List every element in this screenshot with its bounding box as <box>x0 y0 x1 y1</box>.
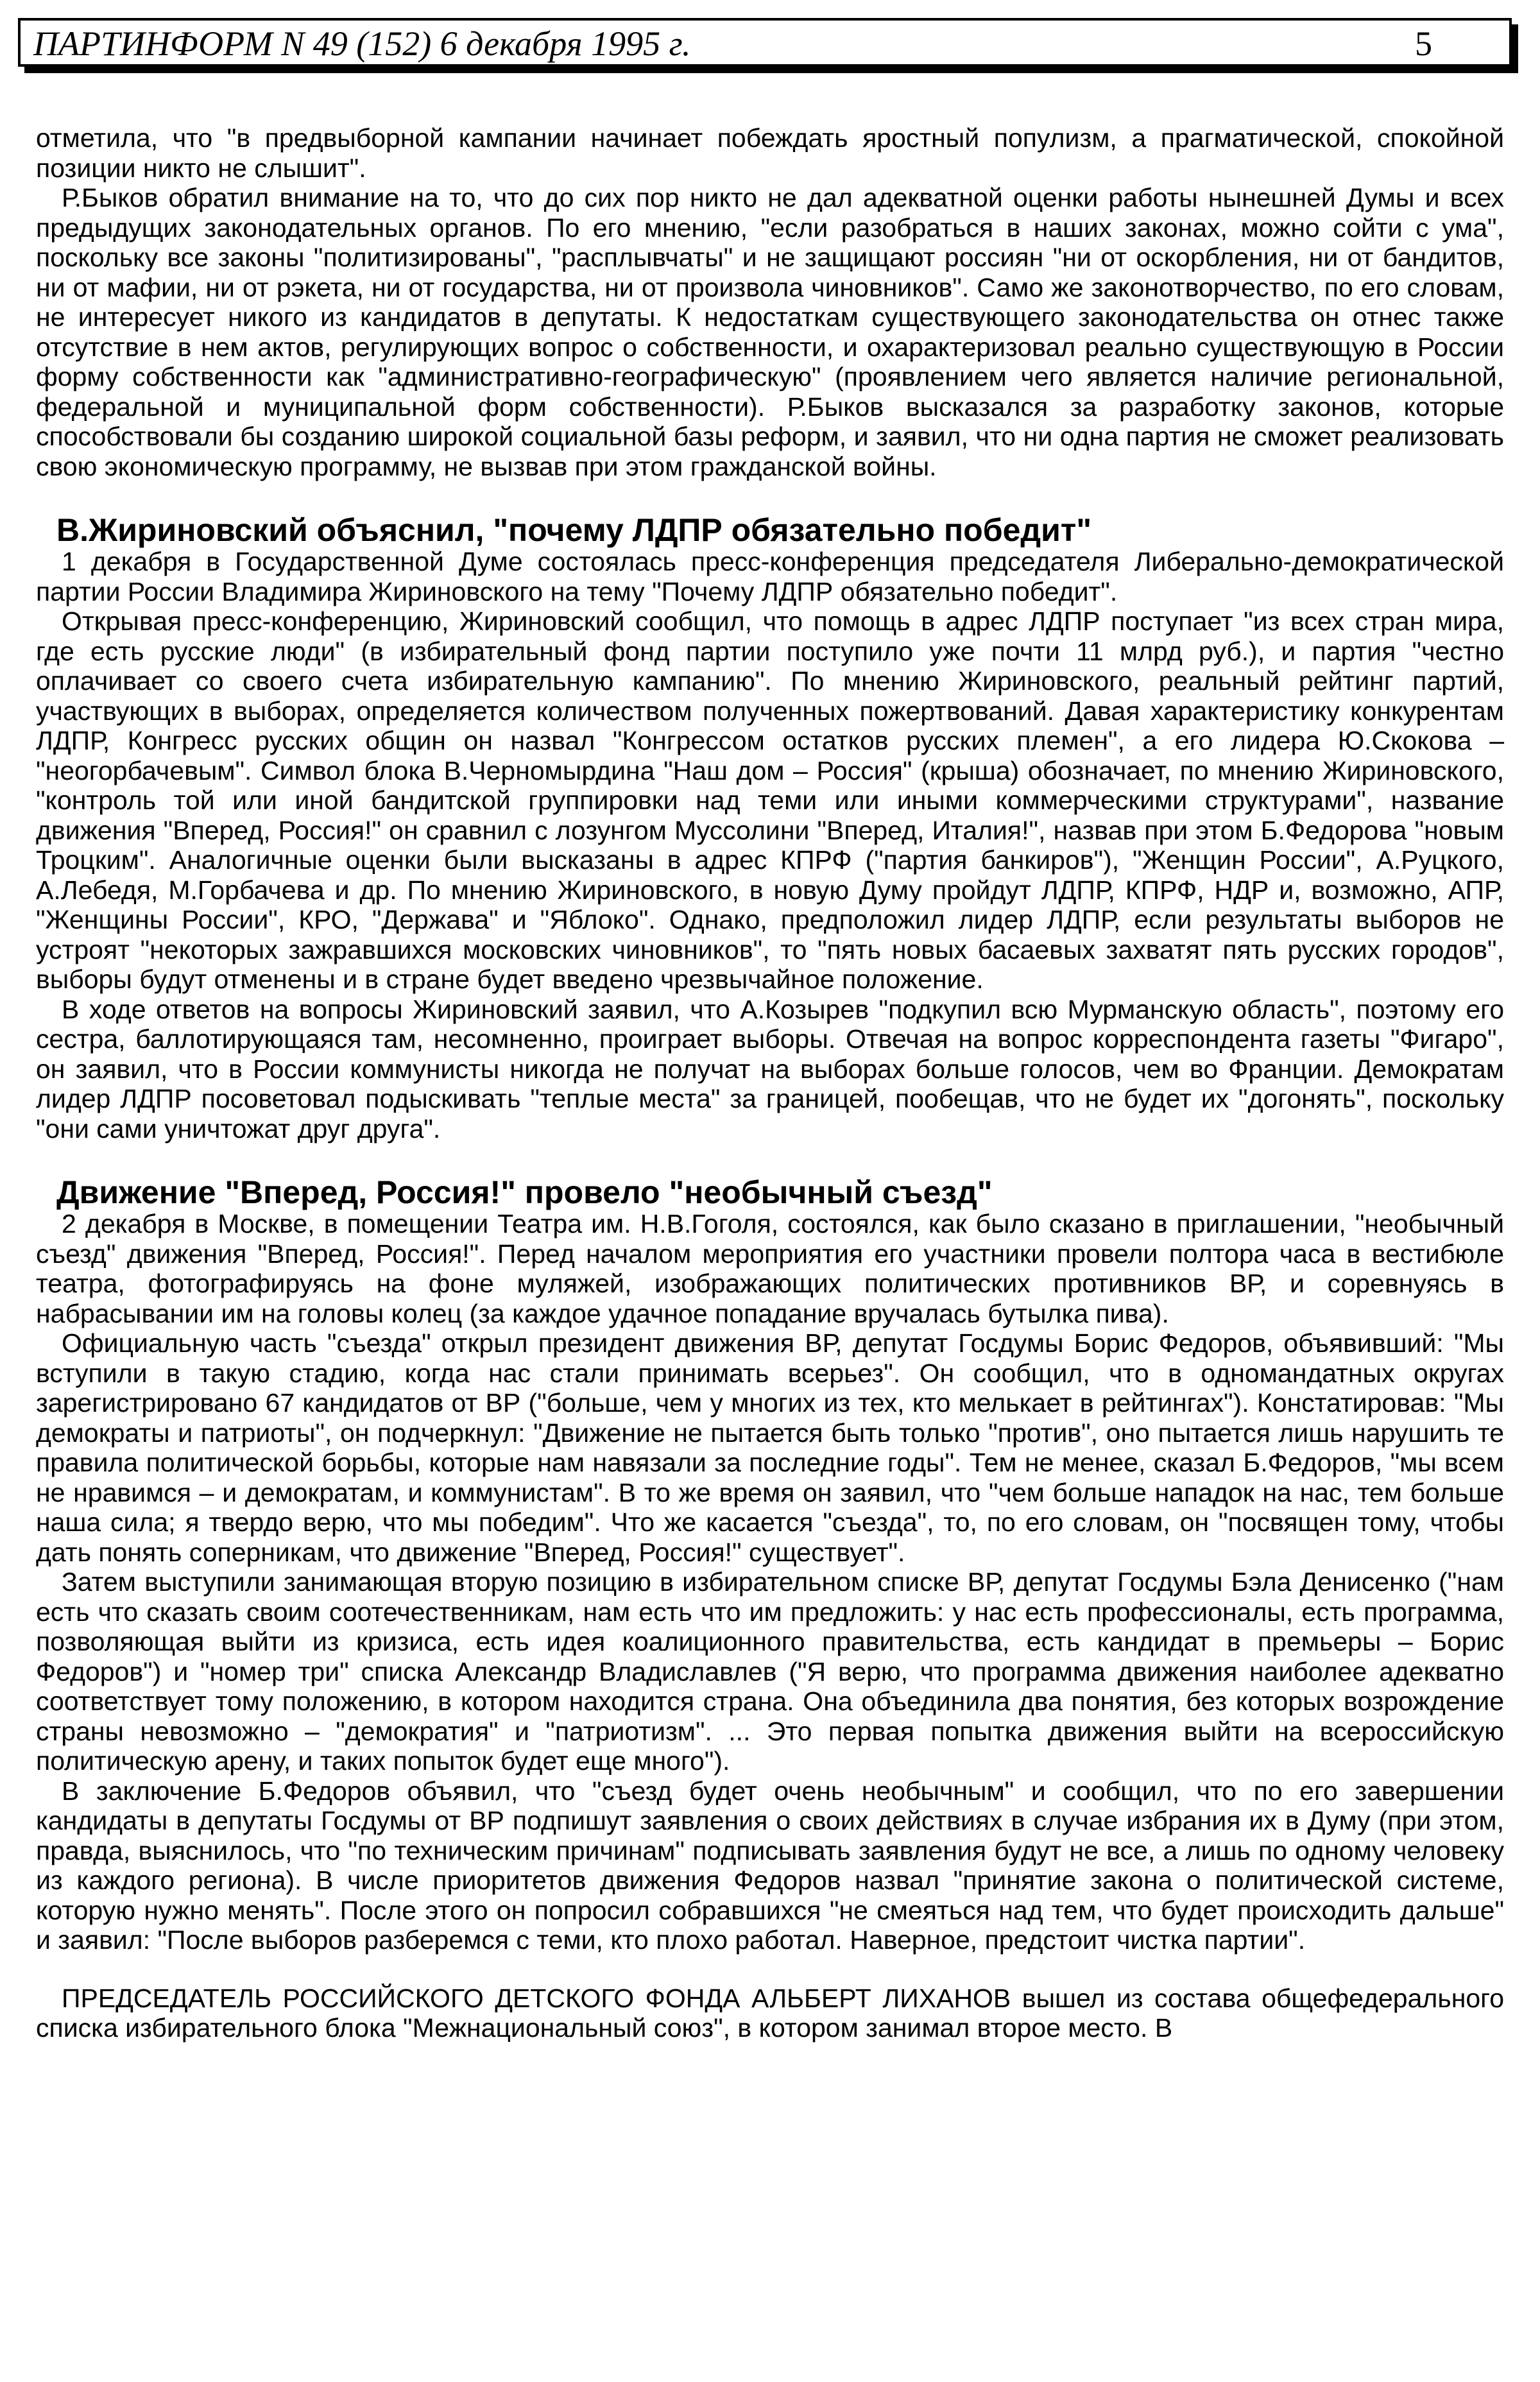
paragraph: Затем выступили занимающая вторую позицию в избирательном списке ВР, депутат Госдумы Бэла Денисенко ("нам есть что сказать своим соотечественникам, нам есть что им предложить: у нас есть профессионалы, есть программа, позволяющая выйти из кризиса, есть идея коалиционного правительства, есть кандидат в премьеры – Борис Федоров") и "номер три" списка Александр Владиславлев ("Я верю, что программа движения наиболее адекватно соответствует тому положению, в котором находится страна. Она объединила два понятия, без которых возрождение страны невозможно – "демократия" и "патриотизм". ... Это первая попытка движения выйти на всероссийскую политическую арену, и таких попыток будет еще много"). <box>36 1567 1504 1776</box>
paragraph: В заключение Б.Федоров объявил, что "съезд будет очень необычным" и сообщил, что по его завершении кандидаты в депутаты Госдумы от ВР подпишут заявления о своих действиях в случае избрания их в Думу (при этом, правда, выяснилось, что "по техническим причинам" подписывать заявления будут не все, а лишь по одному человеку из каждого региона). В числе приоритетов движения Федоров назвал "принятие закона о политической системе, которую нужно менять". После этого он попросил собравшихся "не смеяться над тем, что будет происходить дальше" и заявил: "После выборов разберемся с теми, кто плохо работал. Наверное, предстоит чистка партии". <box>36 1776 1504 1955</box>
paragraph: Официальную часть "съезда" открыл президент движения ВР, депутат Госдумы Борис Федоров, объявивший: "Мы вступили в такую стадию, когда нас стали принимать всерьез". Он сообщил, что в одномандатных округах зарегистрировано 67 кандидатов от ВР ("больше, чем у многих из тех, кто мелькает в рейтингах"). Констатировав: "Мы демократы и патриоты", он подчеркнул: "Движение не пытается быть только "против", оно пытается лишь нарушить те правила политической борьбы, которые нам навязали за последние годы". Тем не менее, сказал Б.Федоров, "мы всем не нравимся – и демократам, и коммунистам". В то же время он заявил, что "чем больше нападок на нас, тем больше наша сила; я твердо верю, что мы победим". Что же касается "съезда", то, по его словам, он "посвящен тому, чтобы дать понять соперникам, что движение "Вперед, Россия!" существует". <box>36 1328 1504 1567</box>
page-body <box>36 123 1504 2043</box>
article-heading: В.Жириновский объяснил, "почему ЛДПР обязательно победит" <box>56 512 1092 548</box>
paragraph: отметила, что "в предвыборной кампании начинает побеждать яростный популизм, а прагматической, спокойной позиции никто не слышит". <box>36 123 1504 183</box>
paragraph: Р.Быков обратил внимание на то, что до сих пор никто не дал адекватной оценки работы нынешней Думы и всех предыдущих законодательных органов. По его мнению, "если разобраться в наших законах, можно сойти с ума", поскольку все законы "политизированы", "расплывчаты" и не защищают россиян "ни от оскорбления, ни от бандитов, ни от мафии, ни от рэкета, ни от государства, ни от произвола чиновников". Само же законотворчество, по его словам, не интересует никого из кандидатов в депутаты. К недостаткам существующего законодательства он отнес также отсутствие в нем актов, регулирующих вопрос о собственности, и охарактеризовал реально существующую в России форму собственности как "административно-географическую" (проявлением чего является наличие региональной, федеральной и муниципальной форм собственности). Р.Быков высказался за разработку законов, которые способствовали бы созданию широкой социальной базы реформ, и заявил, что ни одна партия не сможет реализовать свою экономическую программу, не вызвав при этом гражданской войны. <box>36 183 1504 481</box>
page-number: 5 <box>1415 24 1432 63</box>
paragraph: Открывая пресс-конференцию, Жириновский сообщил, что помощь в адрес ЛДПР поступает "из всех стран мира, где есть русские люди" (в избирательный фонд партии поступило уже почти 11 млрд руб.), и партия "честно оплачивает со своего счета избирательную кампанию". По мнению Жириновского, реальный рейтинг партий, участвующих в выборах, определяется количеством полученных пожертвований. Давая характеристику конкурентам ЛДПР, Конгресс русских общин он назвал "Конгрессом остатков русских племен", а его лидера Ю.Скокова – "неогорбачевым". Символ блока В.Черномырдина "Наш дом – Россия" (крыша) обозначает, по мнению Жириновского, "контроль той или иной бандитской группировки над теми или иными коммерческими структурами", название движения "Вперед, Россия!" он сравнил с лозунгом Муссолини "Вперед, Италия!", назвав при этом Б.Федорова "новым Троцким". Аналогичные оценки были высказаны в адрес КПРФ ("партия банкиров"), "Женщин России", А.Руцкого, А.Лебедя, М.Горбачева и др. По мнению Жириновского, в новую Думу пройдут ЛДПР, КПРФ, НДР и, возможно, АПР, "Женщины России", КРО, "Держава" и "Яблоко". Однако, предположил лидер ЛДПР, если результаты выборов не устроят "некоторых зажравшихся московских чиновников", то "пять новых басаевых захватят пять русских городов", выборы будут отменены и в стране будет введено чрезвычайное положение. <box>36 606 1504 994</box>
page-header <box>18 18 1512 67</box>
paragraph: 2 декабря в Москве, в помещении Театра им. Н.В.Гоголя, состоялся, как было сказано в приглашении, "необычный съезд" движения "Вперед, Россия!". Перед началом мероприятия его участники провели полтора часа в вестибюле театра, фотографируясь на фоне муляжей, изображающих политических противников ВР, и соревнуясь в набрасывании им на головы колец (за каждое удачное попадание вручалась бутылка пива). <box>36 1209 1504 1328</box>
paragraph: ПРЕДСЕДАТЕЛЬ РОССИЙСКОГО ДЕТСКОГО ФОНДА АЛЬБЕРТ ЛИХАНОВ вышел из состава общефедерального списка избирательного блока "Межнациональный союз", в котором занимал второе место. В <box>36 1983 1504 2043</box>
paragraph: 1 декабря в Государственной Думе состоялась пресс-конференция председателя Либерально-демократической партии России Владимира Жириновского на тему "Почему ЛДПР обязательно победит". <box>36 547 1504 606</box>
paragraph: В ходе ответов на вопросы Жириновский заявил, что А.Козырев "подкупил всю Мурманскую область", поэтому его сестра, баллотирующаяся там, несомненно, проиграет выборы. Отвечая на вопрос корреспондента газеты "Фигаро", он заявил, что в России коммунисты никогда не получат на выборах больше голосов, чем во Франции. Демократам лидер ЛДПР посоветовал подыскивать "теплые места" за границей, пообещав, что не будет их "догонять", поскольку "они сами уничтожат друг друга". <box>36 994 1504 1144</box>
article-heading: Движение "Вперед, Россия!" провело "необычный съезд" <box>56 1174 993 1210</box>
publication-title: ПАРТИНФОРМ N 49 (152) 6 декабря 1995 г. <box>33 24 691 63</box>
